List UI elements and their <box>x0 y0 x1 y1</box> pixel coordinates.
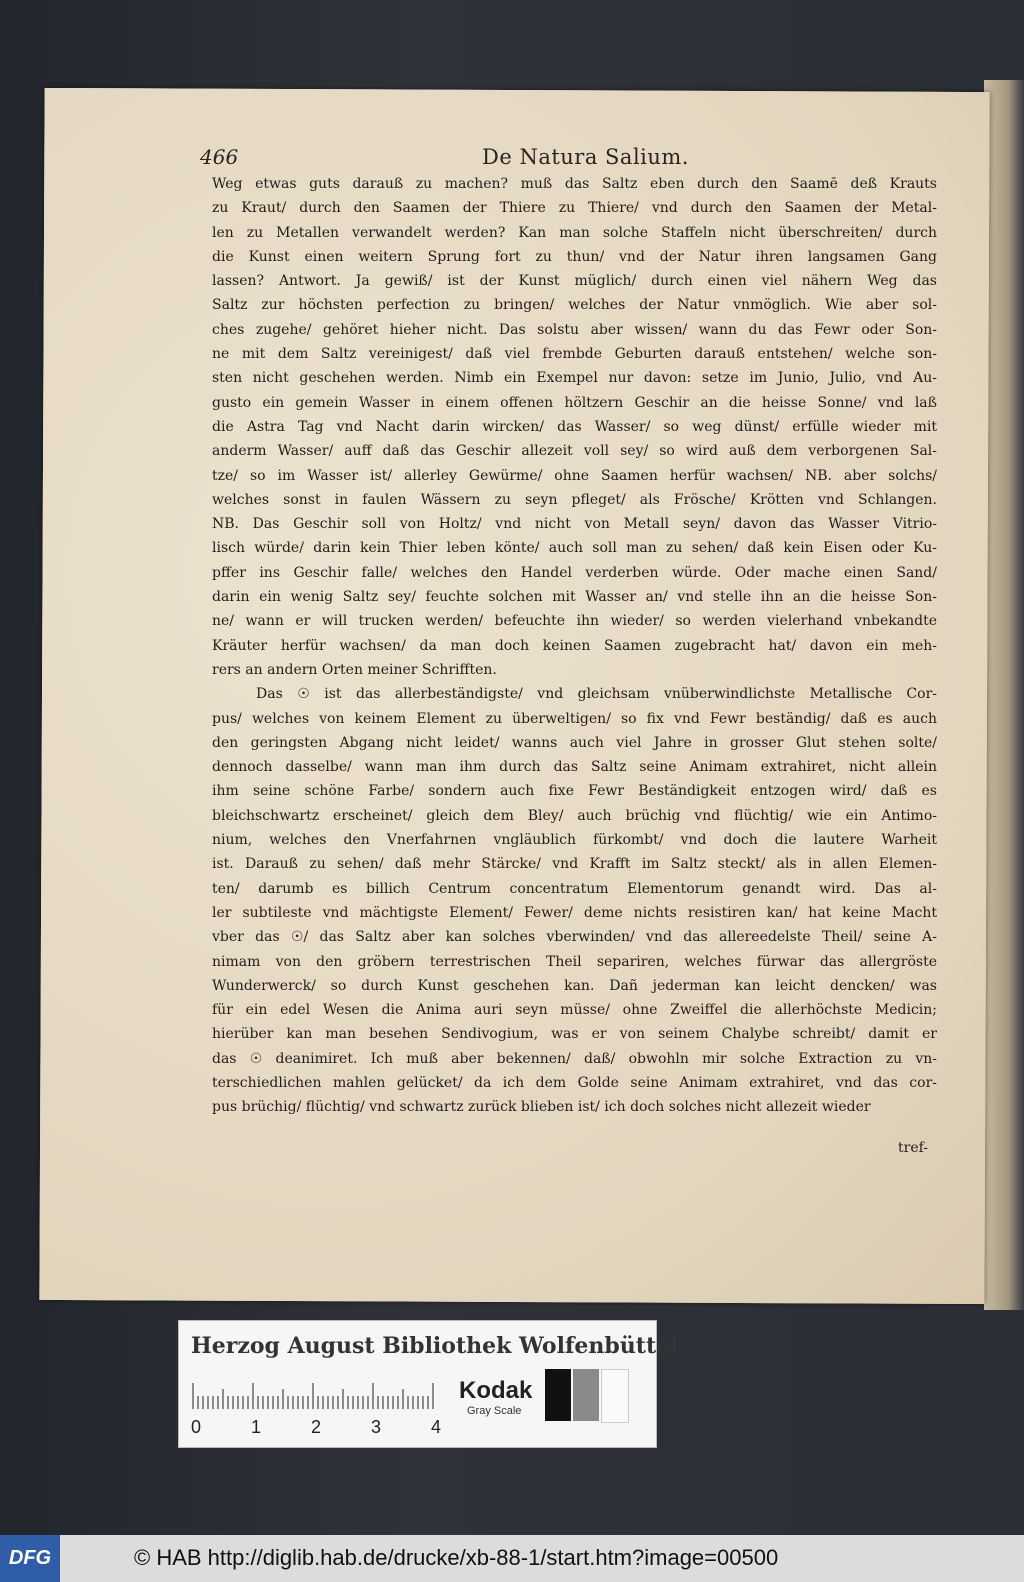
text-line: Wunderwerck/ so durch Kunst geschehen kan. Dañ jederman kan leicht dencken/ was <box>212 977 937 994</box>
text-line: ler subtileste vnd mächtigste Element/ Fewer/ deme nichts resistiren kan/ hat keine Macht <box>212 904 937 921</box>
text-line: lassen? Antwort. Ja gewiß/ ist der Kunst müglich/ durch einen viel nähern Weg das <box>212 273 937 290</box>
catchword: tref- <box>898 1140 929 1156</box>
ruler-label: 2 <box>311 1417 322 1437</box>
text-line: dennoch dasselbe/ wann man ihm durch das Saltz seine Animam extrahiret, nicht allein <box>212 759 937 776</box>
text-line: Das ☉ ist das allerbeständigste/ vnd gleichsam vnüberwindlichste Metallische Cor- <box>256 686 937 703</box>
gray-scale-label: Gray Scale <box>467 1405 522 1417</box>
running-title: De Natura Salium. <box>482 145 689 169</box>
text-line: pffer ins Geschir falle/ welches den Handel verderben würde. Oder mache einen Sand/ <box>212 564 937 581</box>
swatch-gray <box>573 1369 599 1421</box>
text-line: ist. Darauß zu sehen/ daß mehr Stärcke/ vnd Krafft im Saltz steckt/ als in allen Elemen- <box>212 856 937 873</box>
footer-bar <box>0 1535 1024 1582</box>
page-number: 466 <box>200 145 239 169</box>
ruler-label: 1 <box>251 1417 262 1437</box>
text-line: Kräuter herfür wachsen/ da man doch keinen Saamen zugebracht hat/ davon ein meh- <box>212 637 937 654</box>
text-line: für ein edel Wesen die Anima auri seyn müsse/ ohne Zweiffel die allerhöchste Medicin; <box>212 1002 937 1019</box>
text-line: das ☉ deanimiret. Ich muß aber bekennen/ daß/ obwohln mir solche Extraction zu vn- <box>212 1050 937 1067</box>
dfg-logo: DFG <box>0 1535 60 1582</box>
text-line: tze/ so im Wasser ist/ allerley Gewürme/ ohne Saamen herfür wachsen/ NB. aber solchs/ <box>212 467 937 484</box>
library-name: Herzog August Bibliothek Wolfenbüttel <box>191 1333 679 1359</box>
text-line: nium, welches den Vnerfahrnen vngläublich fürkombt/ vnd doch die lautere Warheit <box>212 832 937 849</box>
page-header <box>200 145 960 175</box>
text-line: zu Kraut/ durch den Saamen der Thiere zu Thiere/ vnd durch den Saamen der Metal- <box>212 200 937 217</box>
text-line: bleichschwartz erscheinet/ gleich dem Bley/ auch brüchig vnd flüchtig/ wie ein Antimo- <box>212 807 937 824</box>
ruler-label: 4 <box>431 1417 442 1437</box>
body-text <box>212 172 937 1120</box>
text-line: ten/ darumb es billich Centrum concentratum Elementorum genandt wird. Das al- <box>212 880 937 897</box>
text-line: sten nicht geschehen werden. Nimb ein Exempel nur davon: setze im Junio, Julio, vnd Au- <box>212 370 937 387</box>
text-line: NB. Das Geschir soll von Holtz/ vnd nicht von Metall seyn/ davon das Wasser Vitrio- <box>212 516 937 533</box>
text-line: nimam von den gröbern terrestrischen Theil separiren, welches fürwar das allergröste <box>212 953 937 970</box>
text-line: ne mit dem Saltz vereinigest/ daß viel frembde Geburten darauß entstehen/ welche son- <box>212 346 937 363</box>
text-line: die Astra Tag vnd Nacht darin wircken/ das Wasser/ so weg dünst/ erfülle wieder mit <box>212 418 937 435</box>
text-line: anderm Wasser/ auff daß das Geschir allezeit voll sey/ so wird auß dem verborgenen Sal- <box>212 443 937 460</box>
text-line: ne/ wann er will trucken werden/ befeuchte ihn wieder/ so werden vielerhand vnbekandte <box>212 613 937 630</box>
text-line: ches zugehe/ gehöret hieher nicht. Das solstu aber wissen/ wann du das Fewr oder Son- <box>212 321 937 338</box>
ruler <box>191 1381 441 1409</box>
text-line: vber das ☉/ das Saltz aber kan solches vberwinden/ vnd das allereedelste Theil/ seine A- <box>212 929 937 946</box>
text-line: pus brüchig/ flüchtig/ vnd schwartz zurück blieben ist/ ich doch solches nicht allezeit wieder <box>212 1099 871 1116</box>
ruler-label: 3 <box>371 1417 382 1437</box>
text-line: rers an andern Orten meiner Schrifften. <box>212 661 497 678</box>
ruler-labels <box>191 1417 451 1439</box>
text-line: terschiedlichen mahlen gelücket/ da ich dem Golde seine Animam extrahiret, vnd das cor- <box>212 1074 937 1091</box>
text-line: die Kunst einen weitern Sprung fort zu thun/ vnd der Natur ihren langsamen Gang <box>212 248 937 265</box>
text-line: welches sonst in faulen Wässern zu seyn pfleget/ als Frösche/ Krötten vnd Schlangen. <box>212 491 937 508</box>
text-line: pus/ welches von keinem Element zu überweltigen/ so fix vnd Fewr beständig/ daß es auch <box>212 710 937 727</box>
text-line: ihm seine schöne Farbe/ sondern auch fixe Fewr Beständigkeit entzogen wird/ daß es <box>212 783 937 800</box>
swatch-black <box>545 1369 571 1421</box>
text-line: den geringsten Abgang nicht leidet/ wanns auch viel Jahre in grosser Glut stehen solte/ <box>212 734 937 751</box>
text-line: Weg etwas guts darauß zu machen? muß das Saltz eben durch den Saamē deß Krauts <box>212 176 937 192</box>
text-line: Saltz zur höchsten perfection zu bringen/ welches der Natur vnmöglich. Wie aber sol- <box>212 297 937 314</box>
page-edge <box>984 80 1024 1310</box>
text-line: lisch würde/ darin kein Thier leben könte/ auch soll man zu sehen/ daß kein Eisen oder Ku- <box>212 540 937 557</box>
swatch-white <box>601 1369 629 1423</box>
text-line: darin ein wenig Saltz sey/ feuchte solchen mit Wasser an/ vnd stelle ihn an die heisse Son- <box>212 589 937 606</box>
footer-credit: © HAB http://diglib.hab.de/drucke/xb-88-1/start.htm?image=00500 <box>134 1545 779 1570</box>
text-line: gusto ein gemein Wasser in einem offenen höltzern Geschir an die heisse Sonne/ vnd laß <box>212 394 937 411</box>
kodak-logo: Kodak <box>459 1377 533 1404</box>
text-line: len zu Metallen verwandelt werden? Kan man solche Staffeln nicht überschreiten/ durch <box>212 224 937 241</box>
ruler-label: 0 <box>191 1417 202 1437</box>
text-line: hierüber kan man besehen Sendivogium, was er von seinem Chalybe schreibt/ damit er <box>212 1026 937 1043</box>
color-target-card <box>178 1320 679 1448</box>
